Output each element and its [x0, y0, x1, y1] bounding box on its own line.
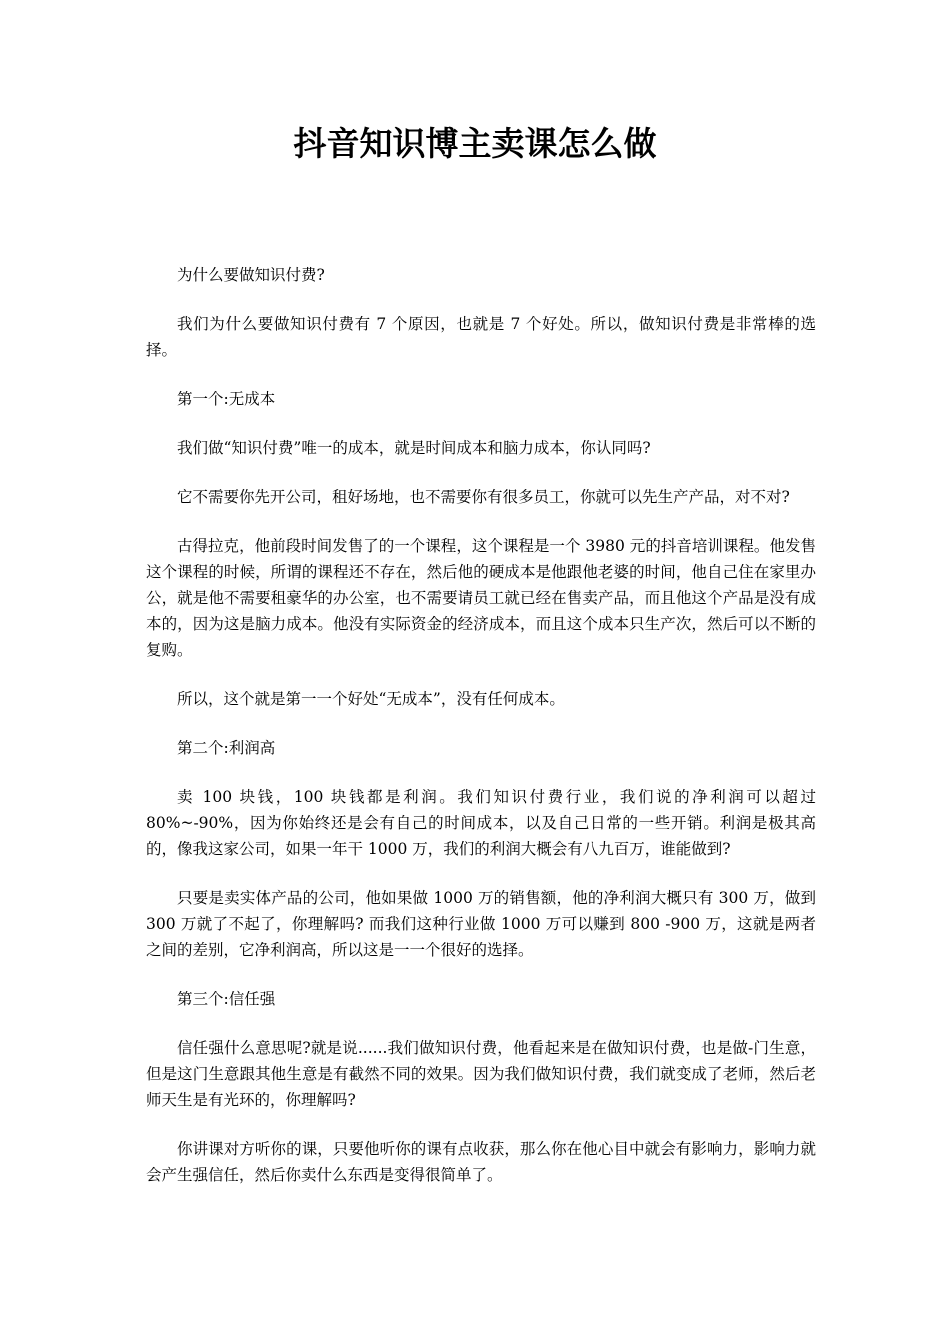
paragraph-first-benefit-summary: 所以，这个就是第一一个好处“无成本”，没有任何成本。	[177, 690, 565, 708]
heading-third-strong-trust: 第三个:信任强	[177, 990, 276, 1008]
document-body	[146, 262, 816, 1211]
paragraph-only-cost: 我们做“知识付费”唯一的成本，就是时间成本和脑力成本，你认同吗?	[177, 439, 651, 457]
paragraph-trust-meaning: 信任强什么意思呢?就是说......我们做知识付费，他看起来是在做知识付费，也是做-门生意，但是这门生意跟其他生意是有截然不同的效果。因为我们做知识付费，我们就变成了老师，然后老师天生是有光环的，你理解吗?	[146, 1039, 816, 1109]
paragraph-seven-reasons: 我们为什么要做知识付费有 7 个原因，也就是 7 个好处。所以，做知识付费是非常棒的选择。	[146, 315, 816, 359]
paragraph-physical-product-comparison: 只要是卖实体产品的公司，他如果做 1000 万的销售额，他的净利润大概只有 300 万，做到 300 万就了不起了，你理解吗? 而我们这种行业做 1000 万可以赚到 800 -900 万，这就是两者之间的差别，它净利润高，所以这是一一个很好的选择。	[146, 889, 816, 959]
paragraph-influence: 你讲课对方听你的课，只要他听你的课有点收获，那么你在他心目中就会有影响力，影响力就会产生强信任，然后你卖什么东西是变得很简单了。	[146, 1140, 816, 1184]
paragraph-example-course: 古得拉克，他前段时间发售了的一个课程，这个课程是一个 3980 元的抖音培训课程。他发售这个课程的时候，所谓的课程还不存在，然后他的硬成本是他跟他老婆的时间，他自己住在家里办公，就是他不需要租豪华的办公室，也不需要请员工就已经在售卖产品，而且他这个产品是没有成本的，因为这是脑力成本。他没有实际资金的经济成本，而且这个成本只生产次，然后可以不断的复购。	[146, 537, 816, 659]
paragraph-why-knowledge-payment: 为什么要做知识付费?	[177, 266, 325, 284]
heading-first-no-cost: 第一个:无成本	[177, 390, 276, 408]
heading-second-high-profit: 第二个:利润高	[177, 739, 276, 757]
document-title: 抖音知识博主卖课怎么做	[293, 124, 657, 163]
paragraph-profit-margin: 卖 100 块钱，100 块钱都是利润。我们知识付费行业，我们说的净利润可以超过 80%~-90%，因为你始终还是会有自己的时间成本，以及自己日常的一些开销。利润是极其高的，像我这家公司，如果一年干 1000 万，我们的利润大概会有八九百万，谁能做到?	[146, 788, 816, 858]
paragraph-no-company-needed: 它不需要你先开公司，租好场地，也不需要你有很多员工，你就可以先生产产品，对不对?	[177, 488, 790, 506]
